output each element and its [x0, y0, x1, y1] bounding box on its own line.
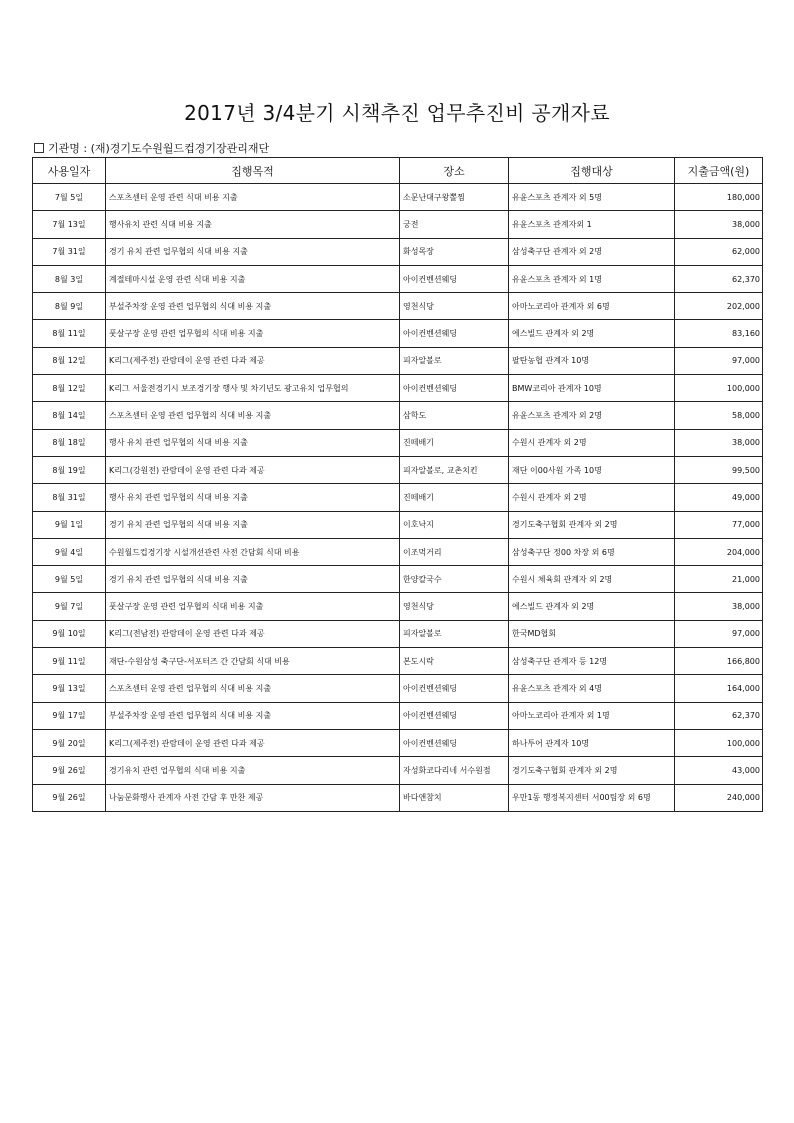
place-cell: 아이컨벤션웨딩 [400, 320, 509, 347]
target-cell: 팔탄농협 관계자 10명 [509, 347, 675, 374]
purpose-cell: 풋살구장 운영 관련 업무협의 식대 비용 지출 [106, 320, 400, 347]
header-amount: 지출금액(원) [675, 158, 763, 184]
target-cell: 아마노코리아 관계자 외 6명 [509, 293, 675, 320]
target-cell: 수원시 관계자 외 2명 [509, 429, 675, 456]
table-row [33, 702, 763, 729]
place-cell: 아이컨벤션웨딩 [400, 375, 509, 402]
place-cell: 이조먹거리 [400, 538, 509, 565]
purpose-cell: 재단-수원삼성 축구단-서포터즈 간 간담회 식대 비용 [106, 648, 400, 675]
date-cell: 9월 26일 [33, 784, 106, 811]
amount-cell: 204,000 [675, 538, 763, 565]
purpose-cell: 경기 유치 관련 업무협의 식대 비용 지출 [106, 511, 400, 538]
target-cell: 유윤스포츠 관계자외 1 [509, 211, 675, 238]
date-cell: 8월 14일 [33, 402, 106, 429]
organization-line [34, 140, 269, 156]
target-cell: 경기도축구협회 관계자 외 2명 [509, 757, 675, 784]
date-cell: 8월 19일 [33, 456, 106, 483]
place-cell: 삼학도 [400, 402, 509, 429]
purpose-cell: 경기 유치 관련 업무협의 식대 비용 지출 [106, 566, 400, 593]
date-cell: 9월 10일 [33, 620, 106, 647]
place-cell: 피자알볼로 [400, 347, 509, 374]
table-row [33, 757, 763, 784]
place-cell: 아이컨벤션웨딩 [400, 702, 509, 729]
amount-cell: 164,000 [675, 675, 763, 702]
purpose-cell: 수원월드컵경기장 시설개선관련 사전 간담회 식대 비용 [106, 538, 400, 565]
place-cell: 이호낙지 [400, 511, 509, 538]
place-cell: 화성목장 [400, 238, 509, 265]
place-cell: 피자알볼로, 교촌치킨 [400, 456, 509, 483]
table-row [33, 347, 763, 374]
target-cell: BMW코리아 관계자 10명 [509, 375, 675, 402]
place-cell: 본도시락 [400, 648, 509, 675]
target-cell: 삼성축구단 관계자 등 12명 [509, 648, 675, 675]
purpose-cell: 부설주차장 운영 관련 업무협의 식대 비용 지출 [106, 293, 400, 320]
amount-cell: 100,000 [675, 729, 763, 756]
table-row [33, 566, 763, 593]
organization-label: 기관명 : (재)경기도수원월드컵경기장관리재단 [48, 142, 270, 155]
purpose-cell: 나눔문화행사 관계자 사전 간담 후 만찬 제공 [106, 784, 400, 811]
date-cell: 8월 9일 [33, 293, 106, 320]
date-cell: 8월 18일 [33, 429, 106, 456]
table-row [33, 456, 763, 483]
place-cell: 궁전 [400, 211, 509, 238]
date-cell: 9월 17일 [33, 702, 106, 729]
table-row [33, 593, 763, 620]
table-row [33, 729, 763, 756]
amount-cell: 43,000 [675, 757, 763, 784]
place-cell: 소문난대구왕뽈찜 [400, 184, 509, 211]
table-body [33, 184, 763, 812]
date-cell: 9월 7일 [33, 593, 106, 620]
date-cell: 9월 13일 [33, 675, 106, 702]
target-cell: 에스빌드 관계자 외 2명 [509, 320, 675, 347]
target-cell: 아마노코리아 관계자 외 1명 [509, 702, 675, 729]
table-row [33, 375, 763, 402]
purpose-cell: 스포츠센터 운영 관련 식대 비용 지출 [106, 184, 400, 211]
amount-cell: 62,370 [675, 265, 763, 292]
purpose-cell: K리그(강원전) 관람데이 운영 관련 다과 제공 [106, 456, 400, 483]
place-cell: 아이컨벤션웨딩 [400, 675, 509, 702]
table-row [33, 184, 763, 211]
date-cell: 8월 11일 [33, 320, 106, 347]
header-place: 장소 [400, 158, 509, 184]
amount-cell: 99,500 [675, 456, 763, 483]
target-cell: 삼성축구단 정00 차장 외 6명 [509, 538, 675, 565]
table-header-row [33, 158, 763, 184]
amount-cell: 21,000 [675, 566, 763, 593]
date-cell: 8월 12일 [33, 347, 106, 374]
date-cell: 7월 5일 [33, 184, 106, 211]
place-cell: 진떼배기 [400, 429, 509, 456]
purpose-cell: 풋살구장 운영 관련 업무협의 식대 비용 지출 [106, 593, 400, 620]
target-cell: 우만1동 행정복지센터 서00팀장 외 6명 [509, 784, 675, 811]
table-row [33, 211, 763, 238]
table-row [33, 675, 763, 702]
amount-cell: 62,000 [675, 238, 763, 265]
purpose-cell: 스포츠센터 운영 관련 업무협의 식대 비용 지출 [106, 402, 400, 429]
target-cell: 한국MD협회 [509, 620, 675, 647]
table-row [33, 648, 763, 675]
target-cell: 수원시 체육회 관계자 외 2명 [509, 566, 675, 593]
target-cell: 재단 이00사원 가족 10명 [509, 456, 675, 483]
table-row [33, 784, 763, 811]
amount-cell: 97,000 [675, 347, 763, 374]
purpose-cell: 행사유치 관련 식대 비용 지출 [106, 211, 400, 238]
table-row [33, 538, 763, 565]
purpose-cell: 경기유치 관련 업무협의 식대 비용 지출 [106, 757, 400, 784]
target-cell: 경기도축구협회 관계자 외 2명 [509, 511, 675, 538]
amount-cell: 38,000 [675, 429, 763, 456]
date-cell: 8월 3일 [33, 265, 106, 292]
amount-cell: 38,000 [675, 211, 763, 238]
expense-table [32, 157, 763, 812]
target-cell: 유윤스포츠 관계자 외 1명 [509, 265, 675, 292]
date-cell: 9월 4일 [33, 538, 106, 565]
place-cell: 진떼배기 [400, 484, 509, 511]
target-cell: 에스빌드 관계자 외 2명 [509, 593, 675, 620]
date-cell: 9월 26일 [33, 757, 106, 784]
purpose-cell: K리그(제주전) 관람데이 운영 관련 다과 제공 [106, 729, 400, 756]
target-cell: 수원시 관계자 외 2명 [509, 484, 675, 511]
target-cell: 하나투어 관계자 10명 [509, 729, 675, 756]
purpose-cell: 경기 유치 관련 업무협의 식대 비용 지출 [106, 238, 400, 265]
header-date: 사용일자 [33, 158, 106, 184]
place-cell: 아이컨벤션웨딩 [400, 265, 509, 292]
date-cell: 8월 12일 [33, 375, 106, 402]
date-cell: 9월 11일 [33, 648, 106, 675]
header-purpose: 집행목적 [106, 158, 400, 184]
purpose-cell: 행사 유치 관련 업무협의 식대 비용 지출 [106, 484, 400, 511]
table-row [33, 238, 763, 265]
checkbox-square-icon [34, 143, 44, 153]
amount-cell: 38,000 [675, 593, 763, 620]
amount-cell: 62,370 [675, 702, 763, 729]
date-cell: 9월 20일 [33, 729, 106, 756]
table-row [33, 293, 763, 320]
purpose-cell: 스포츠센터 운영 관련 업무협의 식대 비용 지출 [106, 675, 400, 702]
purpose-cell: 행사 유치 관련 업무협의 식대 비용 지출 [106, 429, 400, 456]
target-cell: 유윤스포츠 관계자 외 4명 [509, 675, 675, 702]
place-cell: 피자알볼로 [400, 620, 509, 647]
place-cell: 자성화코다리네 서수원점 [400, 757, 509, 784]
date-cell: 8월 31일 [33, 484, 106, 511]
amount-cell: 180,000 [675, 184, 763, 211]
document-title: 2017년 3/4분기 시책추진 업무추진비 공개자료 [184, 101, 610, 125]
place-cell: 영천식당 [400, 293, 509, 320]
place-cell: 한양칼국수 [400, 566, 509, 593]
header-target: 집행대상 [509, 158, 675, 184]
table-row [33, 484, 763, 511]
date-cell: 7월 13일 [33, 211, 106, 238]
amount-cell: 49,000 [675, 484, 763, 511]
place-cell: 영천식당 [400, 593, 509, 620]
purpose-cell: K리그(전남전) 관람데이 운영 관련 다과 제공 [106, 620, 400, 647]
purpose-cell: K리그(제주전) 관람데이 운영 관련 다과 제공 [106, 347, 400, 374]
purpose-cell: 부설주차장 운영 관련 업무협의 식대 비용 지출 [106, 702, 400, 729]
place-cell: 바다앤참치 [400, 784, 509, 811]
date-cell: 9월 1일 [33, 511, 106, 538]
target-cell: 유윤스포츠 관계자 외 5명 [509, 184, 675, 211]
target-cell: 유윤스포츠 관계자 외 2명 [509, 402, 675, 429]
table-row [33, 320, 763, 347]
amount-cell: 240,000 [675, 784, 763, 811]
date-cell: 9월 5일 [33, 566, 106, 593]
amount-cell: 77,000 [675, 511, 763, 538]
amount-cell: 202,000 [675, 293, 763, 320]
amount-cell: 100,000 [675, 375, 763, 402]
date-cell: 7월 31일 [33, 238, 106, 265]
table-row [33, 402, 763, 429]
purpose-cell: K리그 서울전경기시 보조경기장 행사 및 차기년도 광고유치 업무협의 [106, 375, 400, 402]
amount-cell: 58,000 [675, 402, 763, 429]
table-row [33, 620, 763, 647]
target-cell: 삼성축구단 관계자 외 2명 [509, 238, 675, 265]
table-row [33, 265, 763, 292]
table-row [33, 511, 763, 538]
amount-cell: 166,800 [675, 648, 763, 675]
table-row [33, 429, 763, 456]
place-cell: 아이컨벤션웨딩 [400, 729, 509, 756]
purpose-cell: 계절테마시설 운영 관련 식대 비용 지출 [106, 265, 400, 292]
amount-cell: 97,000 [675, 620, 763, 647]
amount-cell: 83,160 [675, 320, 763, 347]
